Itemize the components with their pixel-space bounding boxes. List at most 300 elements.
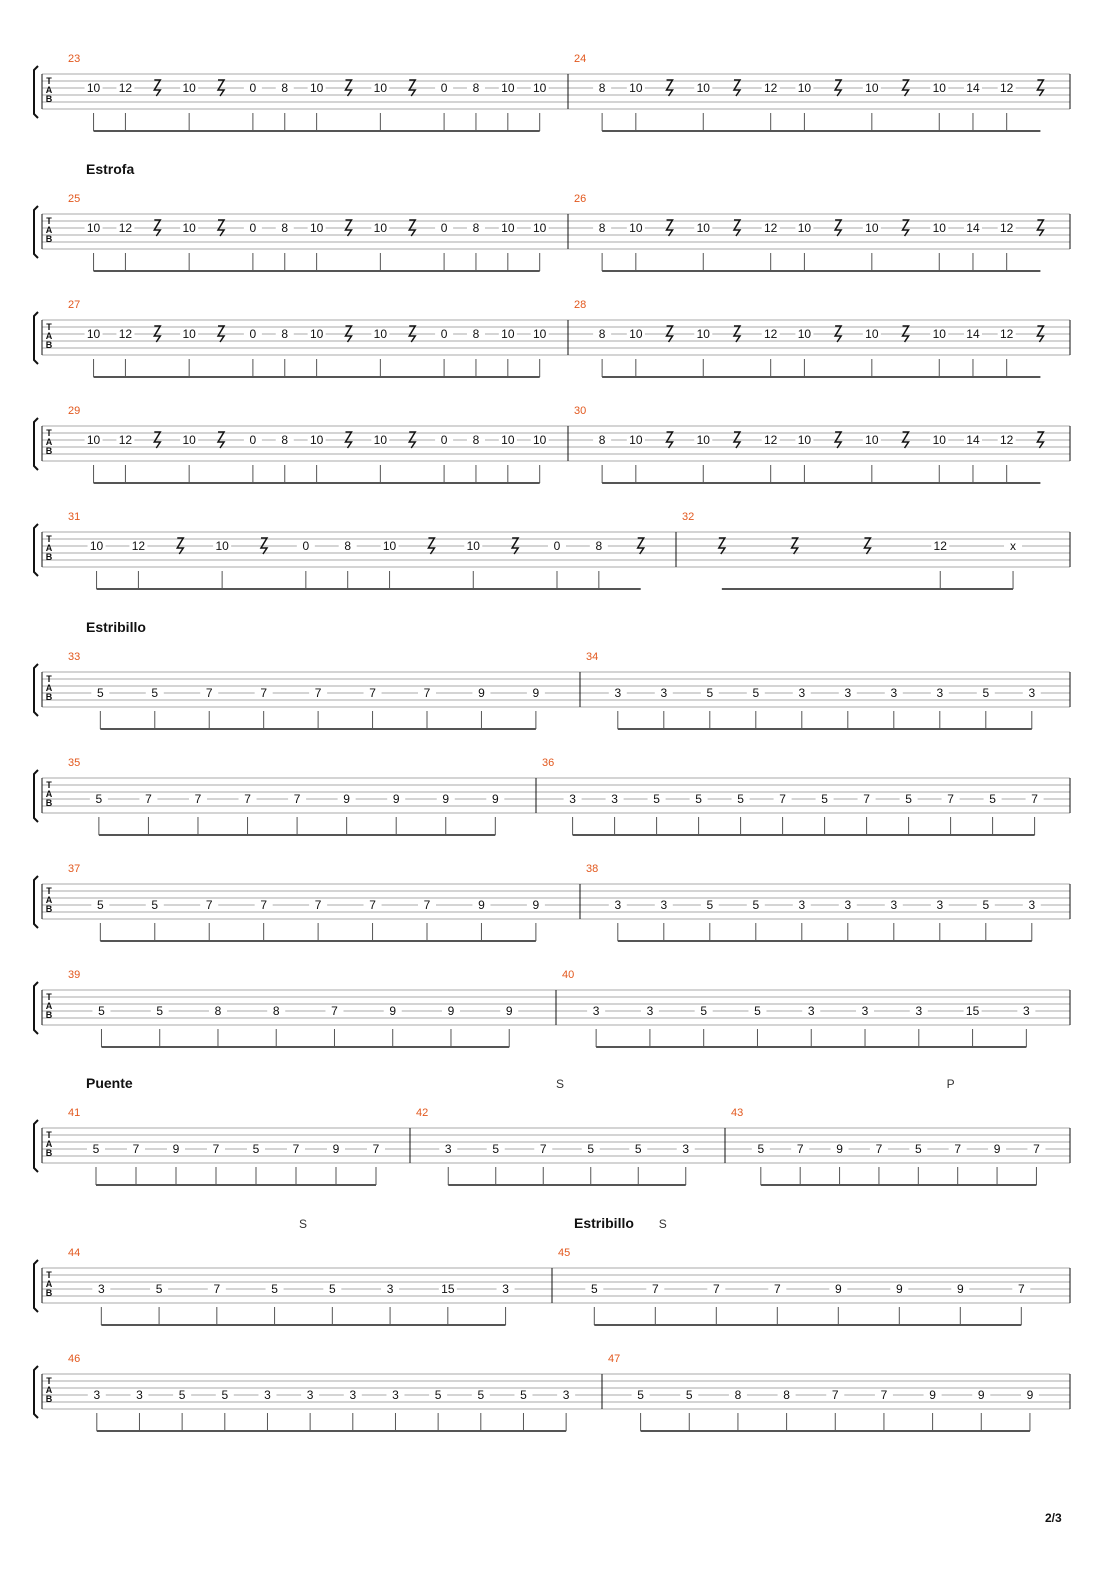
fret-number: 8 (281, 327, 289, 341)
fret-number: 5 (221, 1388, 229, 1402)
fret-number: 10 (865, 81, 879, 95)
fret-number: 5 (156, 1004, 164, 1018)
fret-number: 15 (441, 1282, 455, 1296)
fret-number: 7 (372, 1142, 380, 1156)
fret-number: 10 (382, 539, 397, 553)
fret-number: 10 (86, 327, 101, 341)
fret-number: 7 (539, 1142, 547, 1156)
fret-number: x (1010, 539, 1017, 553)
staff-system (34, 757, 1070, 835)
staff-system (34, 1075, 1070, 1185)
fret-number: 5 (492, 1142, 500, 1156)
fret-number: 8 (783, 1388, 790, 1402)
fret-number: 7 (145, 792, 152, 806)
fret-number: 9 (389, 1004, 397, 1018)
fret-number: 10 (373, 81, 388, 95)
fret-number: 10 (373, 221, 388, 235)
fret-number: 10 (533, 327, 547, 341)
fret-number: 7 (205, 686, 213, 700)
fret-number: 7 (293, 792, 301, 806)
tab-clef-letter: T (46, 322, 52, 332)
measure-number: 35 (68, 757, 81, 769)
fret-number: 8 (598, 327, 606, 341)
fret-number: 0 (440, 433, 448, 447)
fret-number: 7 (292, 1142, 300, 1156)
fret-number: 5 (982, 898, 990, 912)
fret-number: 10 (865, 327, 879, 341)
section-label: Puente (86, 1075, 133, 1091)
fret-number: 5 (706, 686, 714, 700)
fret-number: 3 (915, 1004, 923, 1018)
system-bracket (34, 1366, 38, 1418)
fret-number: 3 (861, 1004, 869, 1018)
fret-number: 5 (434, 1388, 442, 1402)
tab-clef-letter: B (45, 692, 53, 702)
fret-number: 14 (966, 433, 980, 447)
fret-number: 10 (797, 81, 812, 95)
tab-clef-letter: B (45, 904, 53, 914)
fret-number: 3 (569, 792, 576, 806)
system-bracket (34, 1120, 38, 1172)
fret-number: 15 (965, 1004, 980, 1018)
tab-clef-letter: B (45, 1148, 53, 1158)
fret-number: 5 (92, 1142, 100, 1156)
fret-number: 7 (369, 686, 376, 700)
measure-number: 46 (68, 1353, 81, 1365)
fret-number: 8 (272, 1004, 280, 1018)
staff-system (34, 511, 1070, 589)
fret-number: 12 (764, 81, 778, 95)
fret-number: 3 (646, 1004, 654, 1018)
fret-number: 10 (466, 539, 480, 553)
fret-number: 5 (151, 898, 159, 912)
fret-number: 9 (929, 1388, 936, 1402)
fret-number: 5 (905, 792, 912, 806)
fret-number: 9 (836, 1142, 843, 1156)
measure-number: 45 (558, 1247, 571, 1259)
fret-number: 5 (520, 1388, 527, 1402)
measure-number: 26 (574, 193, 587, 205)
fret-number: 10 (696, 433, 710, 447)
section-label: Estribillo (574, 1215, 634, 1231)
measure-number: 25 (68, 193, 81, 205)
fret-number: 8 (472, 327, 480, 341)
fret-number: 10 (696, 81, 710, 95)
fret-number: 10 (797, 221, 812, 235)
fret-number: 8 (472, 81, 480, 95)
fret-number: 8 (281, 81, 289, 95)
fret-number: 9 (343, 792, 350, 806)
fret-number: 8 (344, 539, 352, 553)
fret-number: 5 (634, 1142, 642, 1156)
fret-number: 10 (797, 433, 812, 447)
fret-number: 10 (533, 81, 547, 95)
fret-number: 12 (118, 433, 133, 447)
staff-system (34, 863, 1070, 941)
fret-number: 3 (97, 1282, 105, 1296)
fret-number: 3 (807, 1004, 815, 1018)
fret-number: 5 (252, 1142, 260, 1156)
fret-number: 3 (562, 1388, 570, 1402)
system-bracket (34, 1260, 38, 1312)
fret-number: 5 (706, 898, 714, 912)
fret-number: 3 (306, 1388, 314, 1402)
fret-number: 3 (349, 1388, 357, 1402)
tab-clef-letter: T (46, 992, 52, 1002)
fret-number: 9 (834, 1282, 842, 1296)
staff-system (34, 161, 1070, 271)
technique-mark: P (946, 1077, 955, 1091)
technique-mark: S (299, 1217, 308, 1231)
fret-number: 3 (502, 1282, 509, 1296)
technique-mark: S (658, 1217, 667, 1231)
measure-number: 32 (682, 511, 695, 523)
tab-clef-letter: B (45, 234, 53, 244)
fret-number: 3 (444, 1142, 452, 1156)
tab-clef-letter: A (45, 1139, 53, 1149)
tab-clef-letter: B (45, 446, 53, 456)
fret-number: 10 (501, 327, 515, 341)
fret-number: 9 (392, 792, 400, 806)
fret-number: 7 (260, 898, 268, 912)
fret-number: 10 (182, 81, 196, 95)
tab-clef-letter: A (45, 437, 53, 447)
fret-number: 7 (244, 792, 251, 806)
fret-number: 10 (932, 221, 946, 235)
fret-number: 3 (1023, 1004, 1030, 1018)
page-number: 2/3 (1045, 1511, 1062, 1525)
section-label: Estrofa (86, 161, 135, 177)
fret-number: 3 (660, 686, 668, 700)
fret-number: 3 (392, 1388, 399, 1402)
tab-clef-letter: B (45, 552, 53, 562)
measure-number: 30 (574, 405, 587, 417)
measure-number: 34 (586, 651, 599, 663)
fret-number: 14 (966, 81, 980, 95)
fret-number: 5 (96, 686, 104, 700)
fret-number: 7 (875, 1142, 883, 1156)
fret-number: 3 (682, 1142, 690, 1156)
fret-number: 12 (1000, 81, 1014, 95)
fret-number: 10 (932, 327, 946, 341)
fret-number: 8 (595, 539, 603, 553)
fret-number: 3 (136, 1388, 143, 1402)
fret-number: 0 (249, 221, 257, 235)
fret-number: 10 (629, 81, 643, 95)
fret-number: 3 (798, 686, 806, 700)
tab-clef-letter: B (45, 1394, 53, 1404)
fret-number: 5 (178, 1388, 186, 1402)
fret-number: 14 (966, 221, 980, 235)
fret-number: 10 (696, 221, 710, 235)
fret-number: 7 (132, 1142, 140, 1156)
measure-number: 23 (68, 53, 81, 65)
fret-number: 5 (477, 1388, 485, 1402)
measure-number: 39 (68, 969, 81, 981)
fret-number: 9 (478, 898, 485, 912)
fret-number: 10 (797, 327, 812, 341)
fret-number: 12 (1000, 221, 1014, 235)
fret-number: 10 (932, 81, 946, 95)
fret-number: 8 (281, 221, 289, 235)
fret-number: 7 (651, 1282, 659, 1296)
fret-number: 3 (264, 1388, 271, 1402)
fret-number: 5 (989, 792, 996, 806)
fret-number: 9 (1026, 1388, 1034, 1402)
staff-system (34, 619, 1070, 729)
tab-clef-letter: A (45, 789, 53, 799)
fret-number: 5 (695, 792, 702, 806)
fret-number: 9 (895, 1282, 903, 1296)
fret-number: 10 (86, 81, 101, 95)
fret-number: 3 (660, 898, 668, 912)
staff-system (34, 969, 1070, 1047)
fret-number: 10 (865, 221, 879, 235)
fret-number: 0 (440, 327, 448, 341)
tab-clef-letter: A (45, 225, 53, 235)
fret-number: 10 (89, 539, 104, 553)
section-label: Estribillo (86, 619, 146, 635)
staff-system (34, 1215, 1070, 1325)
fret-number: 7 (954, 1142, 962, 1156)
fret-number: 10 (309, 81, 324, 95)
system-bracket (34, 418, 38, 470)
tab-clef-letter: B (45, 1288, 53, 1298)
fret-number: 10 (501, 81, 515, 95)
measure-number: 28 (574, 299, 587, 311)
tab-clef-letter: T (46, 534, 52, 544)
fret-number: 5 (95, 792, 103, 806)
fret-number: 8 (598, 433, 606, 447)
fret-number: 10 (533, 433, 547, 447)
fret-number: 5 (982, 686, 990, 700)
fret-number: 8 (598, 221, 606, 235)
measure-number: 29 (68, 405, 81, 417)
tab-clef-letter: B (45, 798, 53, 808)
fret-number: 9 (977, 1388, 985, 1402)
fret-number: 7 (212, 1142, 220, 1156)
fret-number: 3 (936, 686, 944, 700)
fret-number: 10 (932, 433, 946, 447)
tab-clef-letter: T (46, 1130, 52, 1140)
fret-number: 12 (764, 221, 778, 235)
measure-number: 42 (416, 1107, 429, 1119)
fret-number: 0 (302, 539, 310, 553)
fret-number: 0 (249, 433, 257, 447)
fret-number: 10 (309, 221, 324, 235)
fret-number: 9 (993, 1142, 1001, 1156)
fret-number: 8 (598, 81, 606, 95)
fret-number: 7 (712, 1282, 720, 1296)
system-bracket (34, 206, 38, 258)
fret-number: 7 (260, 686, 268, 700)
measure-number: 41 (68, 1107, 81, 1119)
fret-number: 0 (440, 221, 448, 235)
fret-number: 7 (796, 1142, 804, 1156)
fret-number: 10 (629, 221, 643, 235)
fret-number: 10 (182, 221, 196, 235)
tab-clef-letter: A (45, 1385, 53, 1395)
fret-number: 12 (764, 433, 778, 447)
fret-number: 12 (1000, 433, 1014, 447)
fret-number: 7 (863, 792, 870, 806)
fret-number: 3 (93, 1388, 101, 1402)
fret-number: 8 (472, 221, 480, 235)
fret-number: 5 (151, 686, 159, 700)
measure-number: 31 (68, 511, 81, 523)
measure-number: 40 (562, 969, 575, 981)
tab-clef-letter: T (46, 216, 52, 226)
fret-number: 9 (532, 686, 540, 700)
fret-number: 7 (205, 898, 213, 912)
fret-number: 10 (309, 327, 324, 341)
fret-number: 10 (373, 327, 388, 341)
fret-number: 3 (614, 898, 622, 912)
fret-number: 10 (629, 433, 643, 447)
tab-clef-letter: A (45, 895, 53, 905)
tab-clef-letter: T (46, 76, 52, 86)
fret-number: 5 (96, 898, 104, 912)
fret-number: 3 (844, 898, 852, 912)
fret-number: 5 (155, 1282, 163, 1296)
fret-number: 3 (936, 898, 944, 912)
staff-system (34, 53, 1070, 131)
tab-clef-letter: A (45, 1001, 53, 1011)
fret-number: 5 (700, 1004, 708, 1018)
fret-number: 7 (369, 898, 376, 912)
fret-number: 9 (532, 898, 540, 912)
fret-number: 10 (533, 221, 547, 235)
fret-number: 3 (1028, 686, 1036, 700)
fret-number: 5 (737, 792, 744, 806)
system-bracket (34, 982, 38, 1034)
fret-number: 3 (386, 1282, 394, 1296)
fret-number: 0 (249, 327, 257, 341)
tab-clef-letter: B (45, 340, 53, 350)
fret-number: 10 (373, 433, 388, 447)
fret-number: 5 (271, 1282, 278, 1296)
measure-number: 27 (68, 299, 81, 311)
fret-number: 7 (194, 792, 202, 806)
fret-number: 9 (491, 792, 499, 806)
tab-clef-letter: T (46, 780, 52, 790)
fret-number: 7 (831, 1388, 839, 1402)
fret-number: 5 (98, 1004, 105, 1018)
fret-number: 3 (890, 686, 898, 700)
fret-number: 10 (86, 433, 101, 447)
technique-mark: S (556, 1077, 565, 1091)
system-bracket (34, 664, 38, 716)
tab-clef-letter: B (45, 1010, 53, 1020)
measure-number: 44 (68, 1247, 81, 1259)
staff-system (34, 1353, 1070, 1431)
fret-number: 3 (798, 898, 806, 912)
tab-clef-letter: T (46, 886, 52, 896)
fret-number: 9 (442, 792, 450, 806)
tab-clef-letter: A (45, 1279, 53, 1289)
fret-number: 5 (328, 1282, 336, 1296)
fret-number: 9 (478, 686, 485, 700)
fret-number: 5 (754, 1004, 761, 1018)
fret-number: 12 (1000, 327, 1014, 341)
measure-number: 37 (68, 863, 81, 875)
fret-number: 0 (440, 81, 448, 95)
measure-number: 33 (68, 651, 81, 663)
fret-number: 5 (653, 792, 660, 806)
fret-number: 10 (696, 327, 710, 341)
tab-clef-letter: T (46, 1270, 52, 1280)
fret-number: 8 (214, 1004, 222, 1018)
fret-number: 7 (213, 1282, 221, 1296)
measure-number: 38 (586, 863, 599, 875)
fret-number: 5 (821, 792, 828, 806)
fret-number: 12 (933, 539, 947, 553)
fret-number: 3 (1028, 898, 1036, 912)
system-bracket (34, 66, 38, 118)
fret-number: 7 (1031, 792, 1038, 806)
fret-number: 9 (172, 1142, 180, 1156)
fret-number: 3 (890, 898, 898, 912)
fret-number: 3 (844, 686, 852, 700)
fret-number: 10 (182, 433, 196, 447)
fret-number: 7 (880, 1388, 888, 1402)
fret-number: 3 (614, 686, 622, 700)
tab-clef-letter: A (45, 85, 53, 95)
fret-number: 7 (779, 792, 786, 806)
fret-number: 5 (757, 1142, 765, 1156)
fret-number: 0 (553, 539, 561, 553)
fret-number: 12 (764, 327, 778, 341)
staff-system (34, 299, 1070, 377)
fret-number: 5 (637, 1388, 644, 1402)
fret-number: 10 (215, 539, 229, 553)
fret-number: 5 (685, 1388, 693, 1402)
fret-number: 10 (309, 433, 324, 447)
fret-number: 14 (966, 327, 980, 341)
fret-number: 10 (182, 327, 196, 341)
fret-number: 7 (314, 898, 322, 912)
fret-number: 12 (118, 327, 133, 341)
fret-number: 7 (773, 1282, 781, 1296)
fret-number: 10 (501, 221, 515, 235)
fret-number: 3 (611, 792, 618, 806)
fret-number: 7 (423, 898, 431, 912)
tab-clef-letter: A (45, 543, 53, 553)
fret-number: 10 (865, 433, 879, 447)
fret-number: 10 (629, 327, 643, 341)
fret-number: 8 (281, 433, 289, 447)
system-bracket (34, 524, 38, 576)
fret-number: 8 (472, 433, 480, 447)
fret-number: 7 (314, 686, 322, 700)
fret-number: 5 (587, 1142, 595, 1156)
system-bracket (34, 770, 38, 822)
fret-number: 3 (592, 1004, 600, 1018)
staff-system (34, 405, 1070, 483)
tab-clef-letter: A (45, 683, 53, 693)
fret-number: 0 (249, 81, 257, 95)
fret-number: 12 (118, 221, 133, 235)
fret-number: 7 (1017, 1282, 1025, 1296)
fret-number: 5 (914, 1142, 922, 1156)
measure-number: 43 (731, 1107, 744, 1119)
fret-number: 5 (752, 686, 760, 700)
fret-number: 9 (447, 1004, 455, 1018)
fret-number: 9 (505, 1004, 513, 1018)
fret-number: 5 (590, 1282, 598, 1296)
fret-number: 12 (118, 81, 133, 95)
tab-clef-letter: T (46, 1376, 52, 1386)
